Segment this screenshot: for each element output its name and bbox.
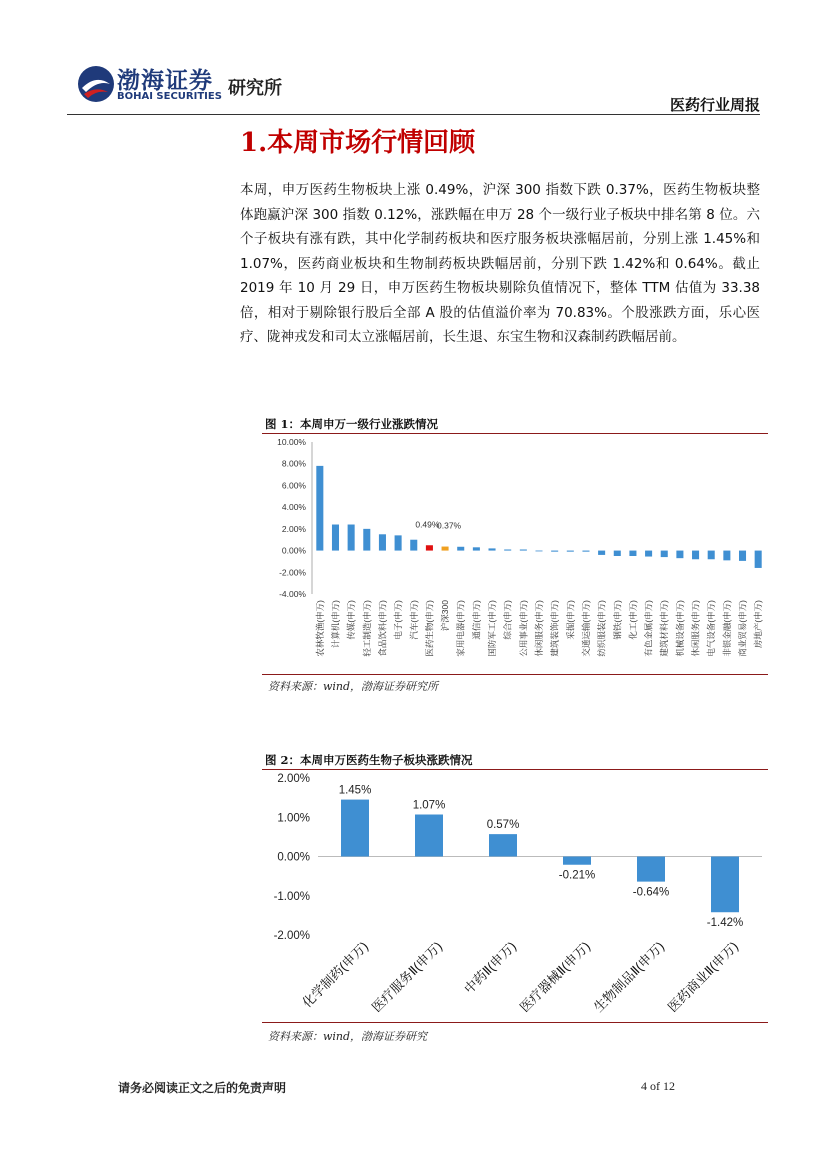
y-tick-label: 10.00% — [277, 437, 306, 447]
figure1-title: 图 1：本周申万一级行业涨跌情况 — [265, 417, 439, 431]
x-tick-label: 钢铁(申万) — [612, 600, 623, 640]
x-tick-label: 公用事业(申万) — [518, 600, 529, 657]
page-number: 4 of 12 — [641, 1079, 675, 1093]
bar — [341, 800, 369, 857]
x-tick-label: 家用电器(申万) — [455, 600, 466, 657]
report-type: 医药行业周报 — [669, 96, 760, 114]
industry-change-chart — [262, 436, 768, 672]
x-tick-label: 有色金属(申万) — [643, 600, 654, 657]
figure2-source: 资料来源：wind，渤海证券研究 — [268, 1030, 428, 1043]
header-divider — [67, 114, 760, 115]
bar — [457, 547, 464, 551]
bar — [755, 551, 762, 568]
x-tick-label: 非银金融(申万) — [721, 600, 732, 657]
y-tick-label: -1.00% — [273, 890, 310, 903]
bar — [489, 834, 517, 856]
footer-disclaimer: 请务必阅读正文之后的免责声明 — [118, 1081, 287, 1095]
section-title: 1.本周市场行情回顾 — [240, 128, 476, 158]
bar — [629, 551, 636, 556]
y-tick-label: 2.00% — [281, 523, 306, 534]
x-tick-label: 沪深300 — [440, 600, 451, 632]
figure2-top-rule — [262, 769, 768, 770]
figure1-top-rule — [262, 433, 768, 434]
bar — [582, 551, 589, 552]
x-tick-label: 通信(申万) — [471, 600, 482, 640]
bar — [504, 549, 511, 550]
bar — [520, 549, 527, 550]
bar — [676, 551, 683, 559]
x-tick-label: 商业贸易(申万) — [737, 600, 748, 657]
x-tick-label: 休闲服务(申万) — [690, 600, 701, 657]
data-label: -0.64% — [632, 886, 670, 899]
x-tick-label: 建筑装饰(申万) — [549, 600, 560, 657]
bar — [395, 535, 402, 550]
x-tick-label: 医药商业Ⅱ(申万) — [664, 938, 742, 1015]
bar — [489, 548, 496, 550]
y-tick-label: -2.00% — [273, 930, 310, 942]
bar — [332, 525, 339, 551]
bar — [363, 529, 370, 551]
bar — [415, 815, 443, 857]
bar — [426, 545, 433, 550]
bar — [708, 551, 715, 560]
data-label: 0.37% — [437, 520, 462, 531]
x-tick-label: 传媒(申万) — [346, 600, 357, 640]
data-label: 1.45% — [338, 784, 372, 797]
data-label: -1.42% — [706, 917, 744, 930]
bar — [661, 551, 668, 558]
x-tick-label: 纺织服装(申万) — [596, 600, 607, 657]
x-tick-label: 化学制药(申万) — [299, 938, 372, 1011]
x-tick-label: 医疗服务Ⅱ(申万) — [368, 938, 446, 1015]
y-tick-label: 6.00% — [281, 480, 306, 491]
x-tick-label: 医疗器械Ⅱ(申万) — [516, 938, 594, 1015]
x-tick-label: 建筑材料(申万) — [659, 600, 670, 657]
x-tick-label: 电气设备(申万) — [706, 600, 717, 657]
bar — [563, 857, 591, 865]
y-tick-label: 2.00% — [277, 773, 310, 785]
x-tick-label: 生物制品Ⅱ(申万) — [590, 938, 668, 1015]
data-label: 0.57% — [486, 819, 520, 832]
data-label: 0.49% — [415, 519, 440, 530]
bar — [410, 540, 417, 551]
bar — [348, 525, 355, 551]
bar — [692, 551, 699, 560]
bar — [379, 534, 386, 550]
x-tick-label: 国防军工(申万) — [487, 600, 498, 657]
figure2-title: 图 2：本周申万医药生物子板块涨跌情况 — [265, 753, 473, 767]
y-tick-label: -4.00% — [279, 589, 306, 599]
x-tick-label: 汽车(申万) — [408, 600, 419, 640]
bar — [645, 551, 652, 557]
market-review-paragraph: 本周，申万医药生物板块上涨 0.49%，沪深 300 指数下跌 0.37%，医药生物板块整体跑赢沪深 300 指数 0.12%，涨跌幅在申万 28 个一级行业子板块中排名第 8 位。六个子板块有涨有跌，其中化学制药板块和医疗服务板块涨幅居前，分别上涨 1.45%和 1.07%，医药商业板块和生物制药板块跌幅居前，分别下跌 1.42%和 0.64%。截止 2019 年 10 月 29 日，申万医药生物板块剔除负值情况下，整体 TTM 估值为 33.38 倍，相对于剔除银行股后全部 A 股的估值溢价率为 70.83%。个股涨跌方面，乐心医疗、陇神戎发和司太立涨幅居前，长生退、东宝生物和汉森制药跌幅居前。 — [240, 182, 760, 345]
sub-sector-change-chart — [262, 771, 768, 1021]
x-tick-label: 农林牧渔(申万) — [314, 600, 325, 657]
logo-subtitle: 研究所 — [228, 78, 282, 99]
y-tick-label: -2.00% — [279, 567, 306, 578]
x-tick-label: 轻工制造(申万) — [361, 600, 372, 657]
x-tick-label: 采掘(申万) — [565, 600, 576, 640]
figure2-bottom-rule — [262, 1022, 768, 1023]
y-tick-label: 1.00% — [277, 812, 310, 825]
y-tick-label: 8.00% — [281, 458, 306, 469]
bar — [739, 551, 746, 561]
bar — [637, 857, 665, 882]
bar — [567, 551, 574, 552]
bar — [473, 547, 480, 550]
bar — [723, 551, 730, 561]
x-tick-label: 综合(申万) — [502, 600, 513, 640]
bar — [316, 466, 323, 551]
y-tick-label: 0.00% — [277, 851, 310, 864]
bar — [598, 551, 605, 555]
y-tick-label: 0.00% — [281, 545, 306, 556]
x-tick-label: 休闲服务(申万) — [534, 600, 544, 657]
x-tick-label: 化工(申万) — [627, 600, 638, 640]
x-tick-label: 房地产(申万) — [753, 600, 764, 649]
logo-text-en: BOHAI SECURITIES — [117, 91, 222, 102]
x-tick-label: 交通运输(申万) — [580, 600, 591, 657]
data-label: 1.07% — [412, 799, 446, 812]
bar — [535, 551, 542, 552]
bar — [614, 551, 621, 556]
x-tick-label: 中药Ⅱ(申万) — [461, 938, 520, 997]
logo-text-cn: 渤海证券 — [117, 68, 213, 94]
x-tick-label: 计算机(申万) — [330, 600, 341, 649]
x-tick-label: 电子(申万) — [393, 600, 404, 640]
figure1-source: 资料来源：wind，渤海证券研究所 — [268, 680, 439, 693]
y-tick-label: 4.00% — [281, 502, 306, 513]
x-tick-label: 机械设备(申万) — [674, 600, 685, 657]
bar — [442, 547, 449, 551]
data-label: -0.21% — [558, 869, 596, 882]
figure1-bottom-rule — [262, 674, 768, 675]
x-tick-label: 医药生物(申万) — [424, 600, 435, 657]
bar — [551, 551, 558, 552]
bar — [711, 857, 739, 913]
x-tick-label: 食品饮料(申万) — [377, 600, 388, 657]
bohai-logo-icon — [76, 64, 116, 104]
